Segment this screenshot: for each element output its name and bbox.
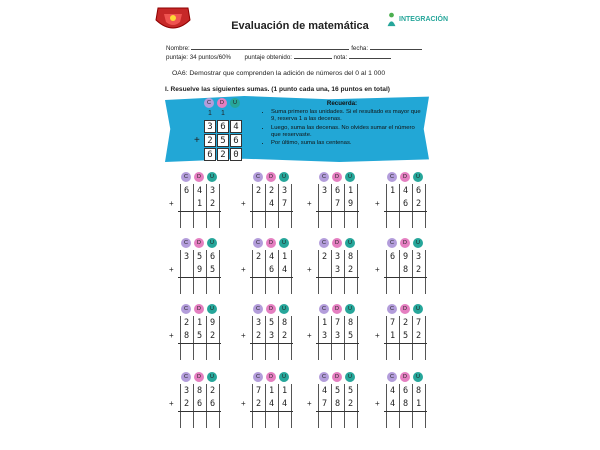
plus-sign: + bbox=[375, 199, 380, 208]
problem-digit: 8 bbox=[347, 318, 354, 328]
problem-digit: 3 bbox=[415, 252, 422, 262]
problem-digit: 4 bbox=[389, 386, 396, 396]
sum-line bbox=[250, 343, 293, 344]
problem-digit: 1 bbox=[281, 252, 288, 262]
problem-digit: 5 bbox=[347, 386, 354, 396]
problem-digit: 7 bbox=[389, 318, 396, 328]
place-label-circle: D bbox=[400, 372, 410, 382]
answer-cell[interactable] bbox=[413, 346, 425, 358]
place-label-circle: U bbox=[345, 238, 355, 248]
example-bottom-digit: 2 bbox=[204, 134, 216, 147]
plus-sign: + bbox=[375, 399, 380, 408]
addition-problem bbox=[168, 238, 228, 296]
answer-cell[interactable] bbox=[387, 414, 399, 426]
problem-digit: 2 bbox=[255, 399, 262, 409]
problem-digit: 9 bbox=[209, 318, 216, 328]
place-label-circle: D bbox=[266, 238, 276, 248]
problem-digit: 4 bbox=[268, 199, 275, 209]
grid-line bbox=[357, 316, 358, 360]
plus-sign: + bbox=[241, 199, 246, 208]
problem-digit: 6 bbox=[196, 399, 203, 409]
grid-line bbox=[291, 384, 292, 428]
problem-digit: 4 bbox=[196, 186, 203, 196]
fecha-field[interactable] bbox=[370, 43, 422, 50]
recuerda-title: Recuerda: bbox=[326, 100, 358, 107]
problem-digit: 2 bbox=[415, 199, 422, 209]
problem-digit: 6 bbox=[334, 186, 341, 196]
place-label-circle: U bbox=[207, 372, 217, 382]
place-label-circle: U bbox=[207, 304, 217, 314]
plus-sign: + bbox=[169, 331, 174, 340]
answer-cell[interactable] bbox=[194, 414, 206, 426]
answer-cell[interactable] bbox=[319, 346, 331, 358]
problem-digit: 1 bbox=[281, 386, 288, 396]
addition-problem bbox=[240, 372, 300, 430]
problem-digit: 3 bbox=[255, 318, 262, 328]
answer-cell[interactable] bbox=[345, 280, 357, 292]
answer-cell[interactable] bbox=[332, 280, 344, 292]
problem-digit: 3 bbox=[183, 386, 190, 396]
sum-line bbox=[178, 211, 221, 212]
problem-digit: 6 bbox=[402, 386, 409, 396]
problem-digit: 2 bbox=[255, 186, 262, 196]
grid-line bbox=[219, 316, 220, 360]
addition-problem bbox=[168, 172, 228, 230]
problem-digit: 9 bbox=[347, 199, 354, 209]
place-label-circle: U bbox=[207, 172, 217, 182]
problem-digit: 1 bbox=[389, 186, 396, 196]
addition-problem bbox=[374, 372, 434, 430]
plus-sign: + bbox=[307, 399, 312, 408]
recuerda-item: • Luego, suma las decenas. No olvides sumar el número que reservaste. bbox=[271, 125, 422, 140]
problem-digit: 2 bbox=[347, 399, 354, 409]
sum-line bbox=[316, 343, 359, 344]
answer-cell[interactable] bbox=[181, 280, 193, 292]
sum-line bbox=[250, 277, 293, 278]
place-label-circle: D bbox=[194, 304, 204, 314]
answer-cell[interactable] bbox=[400, 214, 412, 226]
answer-cell[interactable] bbox=[319, 280, 331, 292]
sum-line bbox=[178, 277, 221, 278]
problem-digit: 4 bbox=[268, 399, 275, 409]
problem-digit: 1 bbox=[347, 186, 354, 196]
problem-digit: 3 bbox=[334, 252, 341, 262]
plus-sign: + bbox=[375, 331, 380, 340]
problem-digit: 8 bbox=[183, 331, 190, 341]
answer-cell[interactable] bbox=[266, 280, 278, 292]
addition-problem bbox=[374, 172, 434, 230]
addition-problem bbox=[168, 304, 228, 362]
problem-digit: 1 bbox=[196, 199, 203, 209]
place-label-circle: C bbox=[181, 238, 191, 248]
addition-problem bbox=[374, 238, 434, 296]
puntaje-line bbox=[166, 52, 391, 61]
problem-digit: 3 bbox=[321, 186, 328, 196]
example-top-digit: 4 bbox=[230, 120, 242, 133]
problem-digit: 3 bbox=[209, 186, 216, 196]
problem-digit: 2 bbox=[281, 331, 288, 341]
sum-line bbox=[316, 411, 359, 412]
grid-line bbox=[425, 384, 426, 428]
problem-digit: 9 bbox=[196, 265, 203, 275]
grid-line bbox=[219, 250, 220, 294]
answer-cell[interactable] bbox=[181, 214, 193, 226]
place-label-circle: U bbox=[279, 238, 289, 248]
place-label-circle: D bbox=[332, 172, 342, 182]
plus-sign: + bbox=[194, 135, 200, 146]
problem-digit: 2 bbox=[402, 318, 409, 328]
example-bottom-digit: 6 bbox=[230, 134, 242, 147]
problem-digit: 8 bbox=[402, 265, 409, 275]
problem-digit: 5 bbox=[402, 331, 409, 341]
problem-digit: 1 bbox=[389, 331, 396, 341]
example-top-digit: 6 bbox=[217, 120, 229, 133]
sum-line bbox=[316, 277, 359, 278]
answer-cell[interactable] bbox=[279, 214, 291, 226]
place-label-circle: U bbox=[345, 304, 355, 314]
grid-line bbox=[425, 184, 426, 228]
place-label-circle: C bbox=[253, 304, 263, 314]
problem-digit: 6 bbox=[209, 399, 216, 409]
recuerda-item: • Por último, suma las centenas. bbox=[271, 140, 422, 147]
place-label-circle: C bbox=[181, 372, 191, 382]
place-label-circle: C bbox=[319, 372, 329, 382]
sum-line bbox=[384, 411, 427, 412]
plus-sign: + bbox=[241, 399, 246, 408]
problem-digit: 4 bbox=[268, 252, 275, 262]
place-label-circle: D bbox=[266, 172, 276, 182]
grid-line bbox=[357, 184, 358, 228]
grid-line bbox=[425, 250, 426, 294]
answer-cell[interactable] bbox=[319, 414, 331, 426]
problem-digit: 5 bbox=[209, 265, 216, 275]
place-label-circle: C bbox=[253, 172, 263, 182]
answer-cell[interactable] bbox=[332, 414, 344, 426]
problem-digit: 2 bbox=[209, 199, 216, 209]
place-label-circle: C bbox=[319, 238, 329, 248]
place-label-circle: C bbox=[181, 304, 191, 314]
section-title: I. Resuelve las siguientes sumas. (1 punto cada una, 16 puntos en total) bbox=[165, 86, 390, 93]
answer-cell[interactable] bbox=[194, 214, 206, 226]
problem-digit: 2 bbox=[268, 186, 275, 196]
problem-digit: 3 bbox=[183, 252, 190, 262]
place-label-circle: D bbox=[400, 172, 410, 182]
place-label-circle: D bbox=[332, 372, 342, 382]
addition-problem bbox=[240, 172, 300, 230]
problem-digit: 3 bbox=[268, 331, 275, 341]
place-label-circle: D bbox=[400, 304, 410, 314]
place-label-circle: U bbox=[230, 98, 240, 108]
answer-cell[interactable] bbox=[266, 346, 278, 358]
problem-digit: 4 bbox=[389, 399, 396, 409]
sum-line bbox=[250, 211, 293, 212]
answer-cell[interactable] bbox=[332, 346, 344, 358]
grid-line bbox=[291, 250, 292, 294]
place-label-circle: U bbox=[207, 238, 217, 248]
addition-problem bbox=[240, 304, 300, 362]
place-label-circle: C bbox=[387, 304, 397, 314]
addition-problem bbox=[306, 238, 366, 296]
problem-digit: 5 bbox=[268, 318, 275, 328]
answer-cell[interactable] bbox=[319, 214, 331, 226]
problem-digit: 2 bbox=[347, 265, 354, 275]
puntaje-obtenido-field[interactable] bbox=[294, 52, 332, 59]
place-label-circle: C bbox=[181, 172, 191, 182]
addition-problem bbox=[306, 372, 366, 430]
answer-cell[interactable] bbox=[413, 414, 425, 426]
answer-cell[interactable] bbox=[253, 414, 265, 426]
answer-cell[interactable] bbox=[279, 414, 291, 426]
problem-digit: 8 bbox=[415, 386, 422, 396]
grid-line bbox=[357, 384, 358, 428]
place-label-circle: U bbox=[279, 304, 289, 314]
answer-cell[interactable] bbox=[400, 280, 412, 292]
place-label-circle: D bbox=[266, 304, 276, 314]
answer-cell[interactable] bbox=[332, 214, 344, 226]
answer-cell[interactable] bbox=[345, 346, 357, 358]
answer-cell[interactable] bbox=[207, 346, 219, 358]
answer-cell[interactable] bbox=[279, 280, 291, 292]
integracion-logo-text: INTEGRACIÓN bbox=[399, 15, 448, 23]
problem-digit: 1 bbox=[196, 318, 203, 328]
answer-cell[interactable] bbox=[253, 346, 265, 358]
problem-digit: 6 bbox=[209, 252, 216, 262]
place-label-circle: D bbox=[194, 372, 204, 382]
problem-digit: 7 bbox=[281, 199, 288, 209]
plus-sign: + bbox=[169, 199, 174, 208]
answer-cell[interactable] bbox=[207, 280, 219, 292]
problem-digit: 5 bbox=[334, 386, 341, 396]
problem-digit: 2 bbox=[209, 386, 216, 396]
problem-digit: 8 bbox=[196, 386, 203, 396]
fecha-label: fecha: bbox=[351, 45, 369, 52]
sum-line bbox=[384, 211, 427, 212]
addition-problem bbox=[240, 238, 300, 296]
plus-sign: + bbox=[169, 399, 174, 408]
problem-digit: 2 bbox=[183, 399, 190, 409]
answer-cell[interactable] bbox=[279, 346, 291, 358]
problem-digit: 3 bbox=[334, 331, 341, 341]
nombre-line bbox=[166, 43, 422, 52]
sum-line bbox=[178, 343, 221, 344]
problem-digit: 5 bbox=[196, 252, 203, 262]
problem-digit: 1 bbox=[321, 318, 328, 328]
problem-digit: 5 bbox=[196, 331, 203, 341]
problem-digit: 7 bbox=[334, 199, 341, 209]
place-label-circle: U bbox=[413, 372, 423, 382]
sum-line bbox=[316, 211, 359, 212]
puntaje-label: puntaje: 34 puntos/60% bbox=[166, 54, 232, 61]
answer-cell[interactable] bbox=[207, 414, 219, 426]
problem-digit: 2 bbox=[255, 331, 262, 341]
place-label-circle: C bbox=[204, 98, 214, 108]
recuerda-item: • Suma primero las unidades. Si el resultado es mayor que 9, reserva 1 a las decenas. bbox=[271, 109, 422, 124]
problem-digit: 9 bbox=[402, 252, 409, 262]
plus-sign: + bbox=[169, 265, 174, 274]
place-label-circle: U bbox=[279, 172, 289, 182]
problem-digit: 3 bbox=[334, 265, 341, 275]
problem-digit: 4 bbox=[402, 186, 409, 196]
problem-digit: 5 bbox=[347, 331, 354, 341]
place-label-circle: C bbox=[319, 172, 329, 182]
answer-cell[interactable] bbox=[207, 214, 219, 226]
problem-digit: 6 bbox=[268, 265, 275, 275]
place-label-circle: C bbox=[387, 372, 397, 382]
place-label-circle: U bbox=[413, 172, 423, 182]
problem-digit: 6 bbox=[183, 186, 190, 196]
addition-problem bbox=[306, 304, 366, 362]
problem-digit: 4 bbox=[281, 399, 288, 409]
problem-digit: 7 bbox=[255, 386, 262, 396]
place-label-circle: U bbox=[413, 304, 423, 314]
example-top-digit: 3 bbox=[204, 120, 216, 133]
place-label-circle: D bbox=[217, 98, 227, 108]
problem-digit: 8 bbox=[334, 399, 341, 409]
example-carry-digit: 1 bbox=[221, 110, 225, 117]
answer-cell[interactable] bbox=[413, 214, 425, 226]
example-bottom-digit: 5 bbox=[217, 134, 229, 147]
answer-cell[interactable] bbox=[387, 346, 399, 358]
place-label-circle: U bbox=[279, 372, 289, 382]
sum-line bbox=[178, 411, 221, 412]
plus-sign: + bbox=[241, 265, 246, 274]
answer-cell[interactable] bbox=[266, 214, 278, 226]
problem-digit: 1 bbox=[415, 399, 422, 409]
plus-sign: + bbox=[241, 331, 246, 340]
example-result-digit: 2 bbox=[217, 148, 229, 161]
answer-cell[interactable] bbox=[194, 280, 206, 292]
addition-problem bbox=[306, 172, 366, 230]
problem-digit: 2 bbox=[209, 331, 216, 341]
problem-digit: 8 bbox=[281, 318, 288, 328]
answer-cell[interactable] bbox=[345, 414, 357, 426]
problem-digit: 3 bbox=[321, 331, 328, 341]
place-label-circle: C bbox=[387, 238, 397, 248]
answer-cell[interactable] bbox=[400, 414, 412, 426]
place-label-circle: U bbox=[413, 238, 423, 248]
sum-line bbox=[384, 277, 427, 278]
answer-cell[interactable] bbox=[194, 346, 206, 358]
problem-digit: 2 bbox=[415, 331, 422, 341]
example-result-digit: 0 bbox=[230, 148, 242, 161]
grid-line bbox=[219, 184, 220, 228]
place-label-circle: D bbox=[194, 238, 204, 248]
problem-digit: 7 bbox=[334, 318, 341, 328]
answer-cell[interactable] bbox=[253, 214, 265, 226]
problem-digit: 2 bbox=[415, 265, 422, 275]
problem-digit: 6 bbox=[402, 199, 409, 209]
puntaje-obtenido-label: puntaje obtenido: bbox=[244, 54, 292, 61]
answer-cell[interactable] bbox=[181, 346, 193, 358]
problem-digit: 3 bbox=[281, 186, 288, 196]
place-label-circle: C bbox=[253, 372, 263, 382]
nombre-label: Nombre: bbox=[166, 45, 190, 52]
plus-sign: + bbox=[307, 265, 312, 274]
recuerda-box bbox=[262, 100, 422, 149]
answer-cell[interactable] bbox=[266, 414, 278, 426]
answer-cell[interactable] bbox=[387, 214, 399, 226]
problem-digit: 7 bbox=[415, 318, 422, 328]
grid-line bbox=[357, 250, 358, 294]
place-label-circle: D bbox=[194, 172, 204, 182]
place-label-circle: C bbox=[253, 238, 263, 248]
example-result-digit: 6 bbox=[204, 148, 216, 161]
place-label-circle: D bbox=[400, 238, 410, 248]
learning-objective: OA6: Demostrar que comprenden la adición de números del 0 al 1 000 bbox=[172, 70, 386, 77]
problem-digit: 2 bbox=[321, 252, 328, 262]
place-label-circle: D bbox=[332, 238, 342, 248]
place-label-circle: U bbox=[345, 172, 355, 182]
problem-digit: 1 bbox=[268, 386, 275, 396]
place-label-circle: D bbox=[332, 304, 342, 314]
problem-digit: 8 bbox=[347, 252, 354, 262]
problem-digit: 2 bbox=[183, 318, 190, 328]
problem-digit: 8 bbox=[402, 399, 409, 409]
plus-sign: + bbox=[375, 265, 380, 274]
plus-sign: + bbox=[307, 199, 312, 208]
answer-cell[interactable] bbox=[345, 214, 357, 226]
plus-sign: + bbox=[307, 331, 312, 340]
grid-line bbox=[219, 384, 220, 428]
page-title: Evaluación de matemática bbox=[231, 20, 369, 32]
answer-cell[interactable] bbox=[387, 280, 399, 292]
answer-cell[interactable] bbox=[253, 280, 265, 292]
place-label-circle: C bbox=[387, 172, 397, 182]
problem-digit: 6 bbox=[415, 186, 422, 196]
nombre-field[interactable] bbox=[191, 43, 349, 50]
addition-problem bbox=[168, 372, 228, 430]
nota-label: nota: bbox=[333, 54, 348, 61]
grid-line bbox=[291, 184, 292, 228]
sum-line bbox=[250, 411, 293, 412]
example-carry-digit bbox=[230, 109, 242, 118]
answer-cell[interactable] bbox=[413, 280, 425, 292]
answer-cell[interactable] bbox=[181, 414, 193, 426]
place-label-circle: C bbox=[319, 304, 329, 314]
place-label-circle: D bbox=[266, 372, 276, 382]
problem-digit: 4 bbox=[321, 386, 328, 396]
grid-line bbox=[425, 316, 426, 360]
problem-digit: 4 bbox=[281, 265, 288, 275]
grid-line bbox=[291, 316, 292, 360]
place-label-circle: U bbox=[345, 372, 355, 382]
problem-digit: 2 bbox=[255, 252, 262, 262]
problem-digit: 7 bbox=[321, 399, 328, 409]
addition-problem bbox=[374, 304, 434, 362]
nota-field[interactable] bbox=[349, 52, 391, 59]
answer-cell[interactable] bbox=[400, 346, 412, 358]
problem-digit: 6 bbox=[389, 252, 396, 262]
sum-line bbox=[384, 343, 427, 344]
example-carry-digit: 1 bbox=[208, 110, 212, 117]
